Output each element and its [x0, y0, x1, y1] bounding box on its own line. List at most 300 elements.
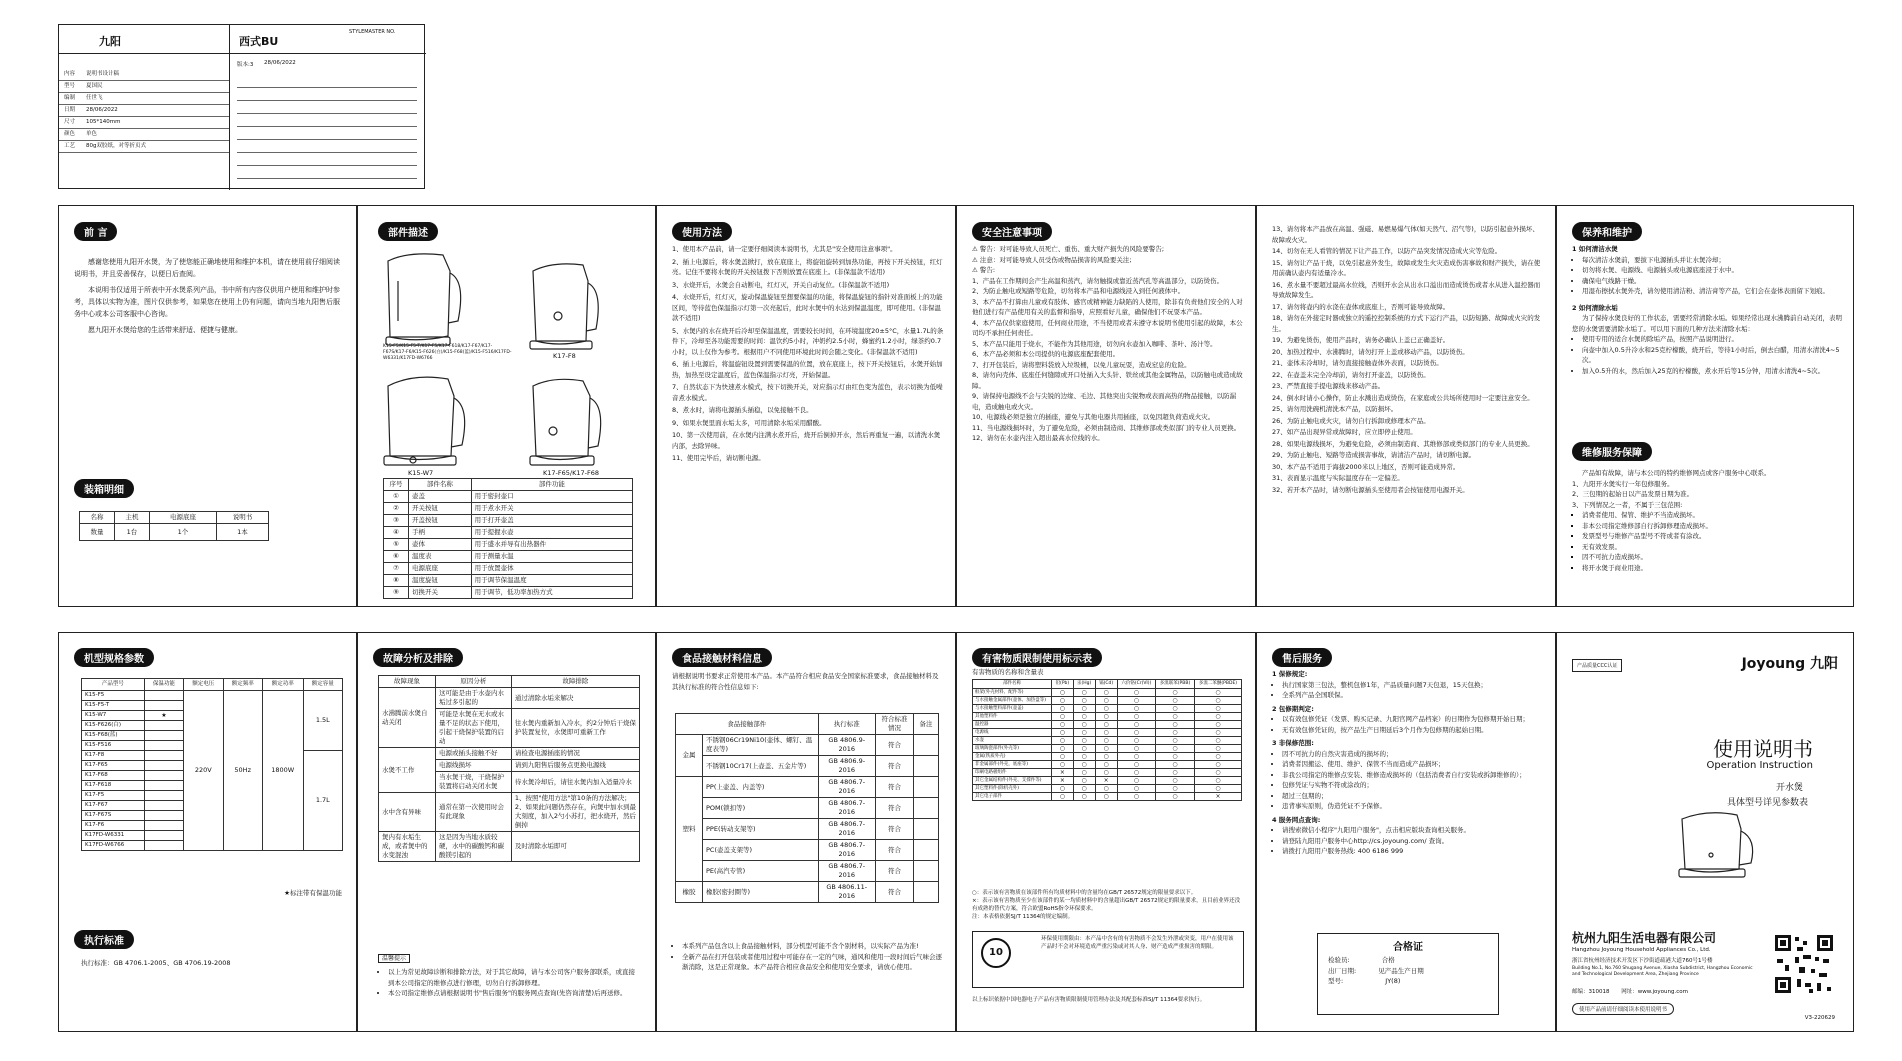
hazard-mark: ○ [1073, 689, 1095, 697]
list-item: 31、表面显示温度与实际温度存在一定偏差。 [1272, 474, 1404, 482]
parts-header: 部件名称 [409, 479, 472, 491]
packing-h0: 名称 [80, 512, 115, 524]
hazard-mark: ○ [1194, 769, 1241, 777]
list-item: 19、为避免烫伤，使用产品时，请务必确认上盖已正确盖好。 [1272, 336, 1450, 344]
after-s3-list [1272, 749, 1544, 812]
spec-stylemaster: STYLEMASTER NO. [349, 29, 396, 35]
spec-row [59, 93, 229, 105]
list-item: • 请登陆九阳用户服务中心http://cs.joyoung.com/ 查询。 [1282, 836, 1544, 847]
service-text: 产品如有故障，请与本公司的特约维修网点或客户服务中心联系。 [1582, 469, 1771, 477]
list-item: 27、如产品出现异常或故障时，应立即停止使用。 [1272, 428, 1417, 436]
list-item: 16、煮水量不要超过最高水位线，否则开水会从出水口溢出而造成烫伤或者水从进入温控器而导致故障发生。 [1272, 280, 1541, 299]
list-item: • 加入0.5升的水，然后加入25克的柠檬酸，煮水开后等15分钟，用清水清洗4~5次。 [1582, 366, 1844, 377]
list-item: 21、壶体未冷却时，请勿直接接触壶体外表面，以防烫伤。 [1272, 359, 1443, 367]
parts-cell: ① [384, 491, 409, 503]
list-item: • 非我公司指定的维修点安装、维修造成损坏的（包括消费者自行安装或拆卸维修的）； [1282, 770, 1544, 781]
list-item: • 以有效包修凭证（发票、购买记录、九阳官网产品档案）的日期作为包修期开始日期； [1282, 714, 1544, 725]
specs-model: K15-F5-T [82, 701, 145, 711]
specs-warm: ★ [144, 711, 183, 721]
list-item: ▪ 无有效发票。 [1582, 542, 1844, 553]
hazard-header: 六价铬(Cr(VI)) [1117, 680, 1155, 689]
hazard-part: 其它金属结构件(外壳、支撑件等) [973, 777, 1052, 785]
parts-model-b: K17-F8 [553, 352, 576, 360]
hazard-mark: ○ [1073, 761, 1095, 769]
food-remark [914, 819, 939, 840]
spec-row-key: 日期 [64, 107, 76, 113]
list-item: 3、本产品不打算由儿童或有肢体、感官或精神能力缺陷的人使用，除非有负责他们安全的人对他们进行有产品使用有关的监督和指导，应照看好儿童，确保他们不玩耍本产品。 [972, 297, 1243, 316]
parts-cell: 用于提握水壶 [471, 527, 632, 539]
list-item: • 确保电气线路干燥。 [1582, 276, 1844, 287]
hazard-part: 电源线 [973, 729, 1052, 737]
hazard-mark: ○ [1073, 729, 1095, 737]
list-item: 29、为防止触电、短路等造成损害事故，请清洁产品时，请切断电源。 [1272, 451, 1476, 459]
hazard-mark: ○ [1156, 721, 1195, 729]
hazard-mark: ○ [1156, 777, 1195, 785]
food-compliance: 符合 [875, 861, 913, 882]
hazard-mark: ○ [1117, 745, 1155, 753]
spec-sheet [58, 24, 425, 189]
parts-cell: 开盖按钮 [409, 515, 472, 527]
hazard-mark: ○ [1194, 713, 1241, 721]
service-sub-list [1572, 510, 1844, 573]
safety-warn3: 警告: [979, 266, 996, 274]
parts-cell: 用于盛水并导有出热器件 [471, 539, 632, 551]
spec-row-value: 单色 [86, 131, 98, 137]
food-compliance: 符合 [875, 798, 913, 819]
safety2-list [1272, 224, 1544, 496]
list-item: 5、本产品只能用于烧水，不能作为其他用途，切勿向水壶加入咖啡、茶叶、汤汁等。 [972, 339, 1217, 348]
parts-model-c: K15-W7 [408, 469, 434, 477]
table-row [676, 798, 939, 819]
parts-header: 序号 [384, 479, 409, 491]
food-remark [914, 840, 939, 861]
trouble-header: 原因分析 [436, 676, 512, 688]
list-item: 9、请保持电源线不会与尖锐的边缘、毛边、其他突出尖锐物或表面高热的物品接触，以防漏电，造成触电或火灾。 [972, 392, 1237, 411]
spec-row [59, 81, 229, 93]
maint-s1: 1 如何清洁水煲 [1572, 245, 1618, 253]
table-row [973, 793, 1242, 801]
trouble-symptom: 水煲不工作 [379, 748, 436, 793]
hazard-mark: ○ [1095, 769, 1117, 777]
list-item: 26、为防止触电或火灾，请勿自行拆卸或修理本产品。 [1272, 416, 1430, 425]
warning-icon: ⚠ [972, 245, 978, 253]
specs-warm [144, 731, 183, 741]
hazard-foot: 以上标识依据中国电器电子产品有害物质限制使用管理办法及其配套标准SJ/T 11364要求执行。 [972, 997, 1206, 1003]
hazard-mark: ○ [1052, 793, 1073, 801]
hazard-mark: ○ [1073, 753, 1095, 761]
trouble-header: 故障现象 [379, 676, 436, 688]
list-item: • 消费者因搬运、使用、维护、保管不当而造成产品损坏； [1282, 759, 1544, 770]
parts-cell: 用于调节，低功率加热方式 [471, 587, 632, 599]
trouble-header: 故障排除 [511, 676, 639, 688]
list-item: 8、煮水时，请将电源插头插稳，以免接触不良。 [672, 406, 813, 414]
warning-icon: ⚠ [972, 266, 978, 274]
specs-model: K17-F65 [82, 761, 145, 771]
hazard-mark: ○ [1095, 713, 1117, 721]
spec-row-key: 内容 [64, 71, 76, 77]
hazard-mark: ○ [1052, 713, 1073, 721]
cover-brand: Joyoung 九阳 [1741, 656, 1838, 672]
specs-warm [144, 791, 183, 801]
spec-row [59, 129, 229, 141]
company-name-en: Hangzhou Joyoung Household Appliances Co., Ltd. [1572, 947, 1711, 953]
hazard-header: 铅(Pb) [1052, 680, 1073, 689]
table-row [384, 539, 633, 551]
hazard-table [972, 679, 1242, 801]
panel-specs [58, 632, 357, 1032]
table-row [384, 551, 633, 563]
table-row [973, 721, 1242, 729]
hazard-mark: ○ [1156, 697, 1195, 705]
specs-model: K17FD-W6331 [82, 831, 145, 841]
safety-list [972, 276, 1244, 444]
specs-warm [144, 831, 183, 841]
hazard-mark: × [1095, 777, 1117, 785]
hazard-part: 水壶 [973, 737, 1052, 745]
standard-text: 执行标准：GB 4706.1-2005、GB 4706.19-2008 [81, 959, 231, 967]
cert-label-0: 检验员: [1328, 956, 1350, 964]
list-item: 11、当电源线损坏时，为了避免危险，必须由制造商、其维修部或类似部门的专业人员更换。 [972, 423, 1241, 432]
cover-kettle-icon [1667, 805, 1767, 885]
hazard-mark: ○ [1073, 737, 1095, 745]
after-s1-list [1272, 680, 1544, 701]
hazard-mark: ○ [1073, 697, 1095, 705]
list-item: ▪ 将开水煲于商业用途。 [1582, 563, 1844, 574]
table-row [676, 756, 939, 777]
food-intro: 请根据说明书要求正常使用本产品。本产品符合相应食品安全国家标准要求，食品接触材料及其执行标准的符合性信息如下: [672, 672, 939, 691]
cert-val-0: 合格 [1381, 956, 1395, 964]
tip-title: 温馨提示 [378, 954, 410, 963]
hazard-mark: ○ [1095, 721, 1117, 729]
food-compliance: 符合 [875, 756, 913, 777]
hazard-mark: ○ [1117, 785, 1155, 793]
list-item: ▪ 非本公司指定维修部自行拆卸修理造成损坏。 [1582, 521, 1844, 532]
list-item: 1、使用本产品前，请一定要仔细阅读本说明书，尤其是"安全使用注意事项"。 [672, 245, 897, 253]
table-row [676, 735, 939, 756]
hazard-header: 多溴联苯(PBB) [1156, 680, 1195, 689]
hazard-mark: ○ [1052, 697, 1073, 705]
food-table [675, 713, 939, 903]
hazard-period-text: 环保使用期限由：本产品中含有的有害物质不会发生外泄或突变，用户在使用该产品时不会对环境造成严重污染或对其人身、财产造成严重损害的期限。 [1041, 936, 1234, 950]
panel-after [1256, 632, 1556, 1032]
parts-cell: ⑦ [384, 563, 409, 575]
spec-row-key: 型号 [64, 83, 76, 89]
specs-note: ★标注带有保温功能 [284, 889, 342, 897]
tips-list [378, 967, 640, 999]
food-standard: GB 4806.9-2016 [818, 756, 875, 777]
spec-brand: 九阳 [99, 35, 121, 48]
food-group: 塑料 [676, 777, 703, 882]
hazard-mark: ○ [1073, 705, 1095, 713]
hazard-mark: ○ [1156, 713, 1195, 721]
hazard-mark: ○ [1194, 697, 1241, 705]
list-item: • 本公司指定维修点请根据说明书"售后服务"的服务网点查询(先咨询清楚)后再送修。 [388, 988, 640, 999]
packing-table [79, 511, 269, 541]
hazard-mark: ○ [1194, 729, 1241, 737]
hazard-part: 框架(外壳材料、配件等) [973, 689, 1052, 697]
hazard-mark: ○ [1117, 777, 1155, 785]
parts-title: 部件描述 [378, 222, 438, 241]
hazard-mark: ○ [1095, 753, 1117, 761]
specs-warm [144, 741, 183, 751]
hazard-mark: ○ [1117, 705, 1155, 713]
cover-version: V3-220629 [1804, 1015, 1835, 1021]
specs-voltage: 220V [184, 691, 223, 851]
trouble-cause: 这是因为当地水质较硬，水中的碳酸钙和碳酸镁引起的 [436, 832, 512, 862]
cert-label-2: 型号: [1328, 977, 1344, 985]
parts-cell: ⑨ [384, 587, 409, 599]
food-standard: GB 4806.7-2016 [818, 840, 875, 861]
table-row [384, 527, 633, 539]
hazard-mark: ○ [1156, 753, 1195, 761]
hazard-mark: ○ [1117, 793, 1155, 801]
list-item: 注：本表格依据SJ/T 11364的规定编制。 [972, 914, 1074, 920]
list-item: • 以上为常见故障诊断和排除方法，对于其它故障，请与本公司客户服务部联系，或直接到本公司指定的维修点进行修理，切勿自行拆卸修理。 [388, 967, 640, 988]
parts-cell: 用于测量水温 [471, 551, 632, 563]
service-title: 维修服务保障 [1572, 442, 1652, 461]
table-row [973, 785, 1242, 793]
list-item: 14、切勿在无人看管的情况下让产品工作，以防产品突发情况造成火灾等危险。 [1272, 247, 1502, 255]
list-item: 5、水煲内的水在烧开后冷却至保温温度，需要较长时间，在环境温度20±5°C，水量1.7L的条件下，冷却至各功能需要的时间：温饮约5小时，冲奶约2.5小时，蜂蜜约1.2小时，绿茶约0.7小时，以上仅作为参考。根据用户不同使用环境此时间会随之变化。(非保温款不适用) [672, 326, 944, 356]
cover-notice: 使用产品前请仔细阅读本使用说明书 [1572, 1003, 1674, 1015]
hazard-notes [972, 889, 1242, 921]
hazard-mark: ○ [1095, 697, 1117, 705]
hazard-mark: ○ [1156, 785, 1195, 793]
panel-cover [1556, 632, 1854, 1032]
specs-warm [144, 701, 183, 711]
list-item: ▪ 消费者使用、保管、维护不当造成损坏。 [1582, 510, 1844, 521]
hazard-mark: ○ [1052, 737, 1073, 745]
specs-model: K17-F68 [82, 771, 145, 781]
food-part: 不锈钢10Cr17(上壶盖、五金片等) [703, 756, 819, 777]
hazard-mark: ○ [1117, 729, 1155, 737]
company-address: 浙江省杭州经济技术开发区下沙街道疏港大道760号1号楼 [1572, 958, 1713, 964]
trouble-cause: 可能是水煲在无水或水量不足的状态下使用，引起干烧保护装置的启动 [436, 709, 512, 748]
table-row [384, 503, 633, 515]
after-s2-list [1272, 714, 1544, 735]
hazard-header: 汞(Hg) [1073, 680, 1095, 689]
trouble-title: 故障分析及排除 [373, 648, 463, 667]
food-remark [914, 882, 939, 903]
food-part: PP(上壶盖、内盖等) [703, 777, 819, 798]
warning-icon: ⚠ [972, 255, 978, 264]
hazard-mark: ○ [1095, 793, 1117, 801]
table-row [973, 745, 1242, 753]
safety-warn2: 注意：对可能导致人员受伤或物品损害的风险要关注; [979, 255, 1132, 264]
trouble-cause: 这可能是由于水壶内水垢过多引起的 [436, 688, 512, 709]
hazard-mark: × [1194, 793, 1241, 801]
list-item: 10、电源线必须是独立的插座，避免与其他电器共用插座，以免因超负荷造成火灾。 [972, 413, 1215, 421]
food-part: POM(锁扣等) [703, 798, 819, 819]
packing-r1: 1台 [115, 524, 150, 541]
list-item: 10、第一次使用前，在水煲内注满水煮开后，烧开后倒掉开水，然后再重复一遍，以清洗水煲内部，去除异味。 [672, 431, 941, 450]
spec-row-key: 颜色 [64, 131, 76, 137]
specs-model: K17-F6 [82, 821, 145, 831]
panel-parts [357, 205, 656, 607]
parts-cell: 壶体 [409, 539, 472, 551]
hazard-mark: ○ [1117, 689, 1155, 697]
table-row [379, 832, 640, 862]
food-header: 符合标准情况 [875, 714, 913, 735]
hazard-mark: ○ [1073, 777, 1095, 785]
specs-title: 机型规格参数 [74, 648, 154, 667]
specs-header: 额定频率 [223, 679, 262, 691]
list-item: ▪ 发票型号与维修产品型号不符或者有涂改。 [1582, 531, 1844, 542]
table-row [384, 587, 633, 599]
hazard-mark: ○ [1052, 761, 1073, 769]
parts-cell: ⑤ [384, 539, 409, 551]
trouble-symptom: 水沸腾前水煲自动关闭 [379, 688, 436, 748]
specs-header: 额定容量 [303, 679, 342, 691]
hazard-mark: ○ [1052, 721, 1073, 729]
service-list [1572, 479, 1844, 511]
hazard-mark: ○ [1073, 721, 1095, 729]
list-item: • 请拨打九阳用户服务热线: 400 6186 999 [1282, 846, 1544, 857]
trouble-fix: 1、按照"使用方法"第10条的方法解决；2、如果此问题仍然存在，向煲中加水到最大刻度，加入2勺小苏打，把水烧开，然后倒掉 [511, 793, 639, 832]
parts-cell: 用于煮水开关 [471, 503, 632, 515]
hazard-mark: ○ [1117, 697, 1155, 705]
parts-cell: 用于密封壶口 [471, 491, 632, 503]
cover-product: 开水煲 [1775, 783, 1803, 793]
hazard-mark: ○ [1194, 785, 1241, 793]
food-compliance: 符合 [875, 777, 913, 798]
hazard-mark: ○ [1073, 745, 1095, 753]
spec-version-date: 28/06/2022 [264, 60, 296, 66]
list-item: 15、请勿让产品干烧，以免引起意外发生，故障或发生火灾造成伤害事故和财产损失，请在使用前确认壶内有适量冷水。 [1272, 258, 1541, 277]
specs-power: 1800W [262, 691, 303, 851]
list-item: 1、九阳开水煲实行一年包修服务。 [1572, 479, 1674, 488]
list-item: 8、请勿向壳体、底座任何缝隙或开口处插入大头针、铁丝或其他金属物品，以防触电或造成故障。 [972, 371, 1243, 390]
table-row [379, 688, 640, 709]
list-item: 2、为防止触电或短路等危险，切勿将本产品和电源线浸入到任何液体中。 [972, 287, 1185, 295]
table-row [973, 777, 1242, 785]
list-item: 23、严禁直接手提电源线来移动产品。 [1272, 382, 1385, 390]
packing-r3: 1本 [217, 524, 269, 541]
list-item: 22、在壶盖未完全冷却前，请勿打开壶盖，以防烫伤。 [1272, 370, 1430, 379]
hazard-mark: ○ [1156, 737, 1195, 745]
specs-warm [144, 821, 183, 831]
hazard-mark: ○ [1073, 793, 1095, 801]
maint-title: 保养和维护 [1572, 222, 1642, 241]
food-compliance: 符合 [875, 819, 913, 840]
trouble-cause: 通常在第一次使用时会有此现象 [436, 793, 512, 832]
hazard-mark: ○ [1095, 729, 1117, 737]
kettle-c-icon [384, 377, 465, 465]
hazard-logo-num: 10 [989, 947, 1003, 958]
specs-model: K15-F516 [82, 741, 145, 751]
food-remark [914, 756, 939, 777]
list-item: 4、水烧开后，红灯灭，旋动保温旋钮至想要保温的功能，将保温旋钮的指针对准面板上的功能区间，等待蓝色保温指示灯第一次亮起后，此时水煲中的水达到保温温度，即可使用。(非保温款不适用) [672, 293, 943, 322]
hazard-part: 与水接触金属部件(壶体、加热盘等) [973, 697, 1052, 705]
list-item: • 全新产品在打开包装或者使用过程中可能存在一定的气味，通风和使用一段时间后气味会逐渐消除，这是正常现象。本产品符合相应食品安全和使用安全要求，请放心使用。 [682, 952, 944, 973]
food-standard: GB 4806.7-2016 [818, 819, 875, 840]
spec-row [59, 69, 229, 81]
food-title: 食品接触材料信息 [672, 648, 772, 667]
table-row [379, 748, 640, 760]
parts-model-d: K17-F65/K17-F68 [543, 469, 599, 477]
list-item: • 使用专用的适合水煲的除垢产品，按照产品说明进行。 [1582, 334, 1844, 345]
list-item: 2、三包期的起始日以产品发票日期为准。 [1572, 490, 1694, 498]
table-row [973, 769, 1242, 777]
specs-warm [144, 801, 183, 811]
hazard-mark: × [1052, 777, 1073, 785]
list-item: • 向壶中加入0.5升冷水和25克柠檬酸，烧开后，等待1小时后，倒去白醋，用清水清洗4~5次。 [1582, 345, 1844, 366]
hazard-mark: ○ [1095, 689, 1117, 697]
hazard-mark: ○ [1194, 753, 1241, 761]
parts-cell: 开关按钮 [409, 503, 472, 515]
trouble-table [378, 675, 640, 862]
table-row [973, 697, 1242, 705]
hazard-mark: ○ [1194, 689, 1241, 697]
list-item: 11、使用完毕后，请切断电源。 [672, 454, 765, 462]
table-row [676, 840, 939, 861]
parts-table [383, 478, 633, 599]
cert-val-1: 见产品生产日期 [1378, 966, 1424, 975]
panel-preface [58, 205, 357, 607]
specs-model: K17-F618 [82, 781, 145, 791]
kettle-a-icon [386, 254, 461, 345]
cert-title: 合格证 [1393, 942, 1423, 953]
trouble-cause: 电源线损坏 [436, 760, 512, 772]
spec-row-key: 尺寸 [64, 119, 76, 125]
hazard-mark: ○ [1073, 769, 1095, 777]
spec-bu: 西式BU [239, 35, 279, 48]
spec-row-value: 28/06/2022 [86, 107, 118, 113]
specs-warm [144, 761, 183, 771]
table-row [384, 575, 633, 587]
food-header: 备注 [914, 714, 939, 735]
hazard-part: 玻璃陶瓷部件(外壳等) [973, 745, 1052, 753]
parts-model-a: K15-F5/K15-F5-T/K17-F5/K17-F618/K17-F67/K17-F67S/K17-F6/K15-F626(白)/K15-F68(蓝)/K15-F516/K17FD-W6331/K17FD-W6766 [383, 344, 512, 361]
hazard-mark: ○ [1052, 729, 1073, 737]
specs-header: 额定电压 [184, 679, 223, 691]
hazard-mark: ○ [1052, 745, 1073, 753]
company-web: 网址：www.joyoung.com [1621, 989, 1688, 995]
food-remark [914, 735, 939, 756]
list-item: • 因不可抗力的自然灾害造成的损坏的； [1282, 749, 1544, 760]
spec-row-key: 编制 [64, 95, 76, 101]
hazard-mark: ○ [1156, 689, 1195, 697]
trouble-symptom: 水中含有异味 [379, 793, 436, 832]
list-item: • 全系列产品全国联保。 [1282, 690, 1544, 701]
table-row [973, 729, 1242, 737]
specs-cap: 1.5L [303, 691, 342, 751]
table-row [973, 737, 1242, 745]
hazard-mark: ○ [1117, 769, 1155, 777]
list-item: 7、打开包装后，请将塑料袋放入垃圾桶，以免儿童玩耍，造成窒息的危险。 [972, 360, 1191, 369]
hazard-mark: ○ [1095, 745, 1117, 753]
hazard-header: 部件名称 [973, 680, 1052, 689]
list-item: 30、本产品不适用于海拔2000米以上地区，否则可能造成异常。 [1272, 462, 1460, 471]
hazard-title: 有害物质限制使用标示表 [972, 648, 1102, 667]
hazard-part: 与水接触塑料部件(壶盖) [973, 705, 1052, 713]
list-item: 6、本产品必须和本公司提供的电源底座配套使用。 [972, 350, 1120, 358]
specs-model: K15-F5 [82, 691, 145, 701]
specs-header: 产品型号 [82, 679, 145, 691]
packing-title: 装箱明细 [74, 479, 134, 498]
after-s4: 4 服务网点查询: [1272, 815, 1321, 824]
spec-rows [59, 69, 229, 153]
hazard-mark: ○ [1156, 729, 1195, 737]
specs-warm [144, 811, 183, 821]
food-group: 金属 [676, 735, 703, 777]
list-item: • 违背事实原则，伪造凭证不予保修。 [1282, 801, 1544, 812]
hazard-mark: ○ [1095, 761, 1117, 769]
trouble-fix: 待水煲冷却后，请往水煲内加入适量冷水 [511, 772, 639, 793]
specs-header: 额定功率 [262, 679, 303, 691]
hazard-mark: ○ [1194, 761, 1241, 769]
specs-freq: 50Hz [223, 691, 262, 851]
